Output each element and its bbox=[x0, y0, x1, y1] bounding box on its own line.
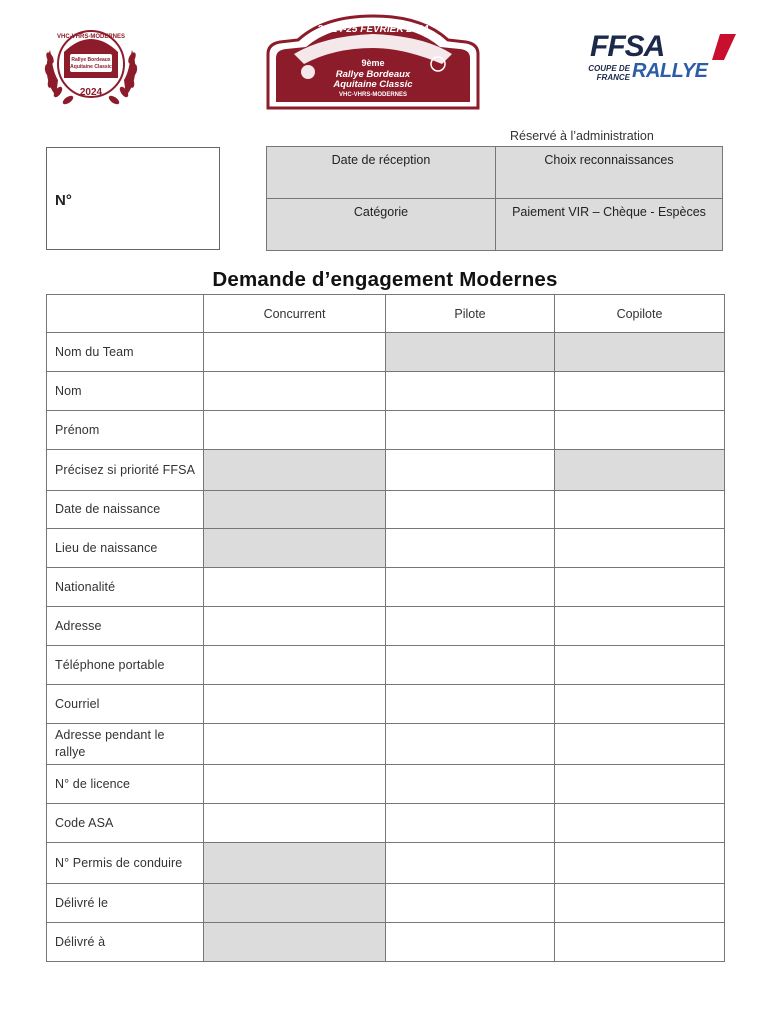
ffsa-word: FFSA bbox=[590, 30, 665, 63]
admin-table bbox=[266, 146, 723, 251]
concurrent-input-cell bbox=[204, 843, 386, 884]
pilote-input-cell[interactable] bbox=[386, 491, 555, 529]
ffsa-coupe-line2: FRANCE bbox=[596, 73, 630, 82]
emblem-top-text: VHC-VHRS-MODERNES bbox=[56, 34, 126, 40]
ffsa-rallye: RALLYE bbox=[632, 60, 708, 82]
concurrent-input-cell[interactable] bbox=[204, 607, 386, 646]
pilote-input-cell[interactable] bbox=[386, 923, 555, 962]
copilote-input-cell[interactable] bbox=[555, 884, 725, 923]
table-row bbox=[47, 765, 725, 804]
pilote-input-cell[interactable] bbox=[386, 372, 555, 411]
table-row bbox=[47, 491, 725, 529]
header-copilote: Copilote bbox=[555, 295, 725, 333]
pilote-input-cell[interactable] bbox=[386, 884, 555, 923]
table-row bbox=[47, 372, 725, 411]
pilote-input-cell[interactable] bbox=[386, 529, 555, 568]
concurrent-input-cell[interactable] bbox=[204, 372, 386, 411]
copilote-input-cell bbox=[555, 450, 725, 491]
table-row bbox=[47, 646, 725, 685]
rally-plate-icon bbox=[264, 14, 482, 112]
pilote-input-cell[interactable] bbox=[386, 843, 555, 884]
table-row bbox=[47, 923, 725, 962]
copilote-input-cell[interactable] bbox=[555, 804, 725, 843]
concurrent-input-cell[interactable] bbox=[204, 646, 386, 685]
copilote-input-cell[interactable] bbox=[555, 491, 725, 529]
form-title: Demande d’engagement Modernes bbox=[212, 268, 558, 291]
ffsa-logo-icon bbox=[584, 30, 740, 86]
concurrent-input-cell[interactable] bbox=[204, 765, 386, 804]
copilote-input-cell[interactable] bbox=[555, 568, 725, 607]
table-row bbox=[47, 685, 725, 724]
pilote-input-cell[interactable] bbox=[386, 724, 555, 765]
concurrent-input-cell[interactable] bbox=[204, 411, 386, 450]
header-concurrent: Concurrent bbox=[204, 295, 386, 333]
table-row bbox=[47, 411, 725, 450]
copilote-input-cell[interactable] bbox=[555, 607, 725, 646]
pilote-input-cell[interactable] bbox=[386, 804, 555, 843]
concurrent-input-cell[interactable] bbox=[204, 333, 386, 372]
row-label: N° de licence bbox=[47, 765, 204, 804]
pilote-input-cell[interactable] bbox=[386, 646, 555, 685]
ffsa-coupe-text bbox=[584, 64, 630, 82]
emblem-line1: Rallye Bordeaux bbox=[71, 57, 111, 63]
copilote-input-cell[interactable] bbox=[555, 646, 725, 685]
pilote-input-cell[interactable] bbox=[386, 685, 555, 724]
row-label: N° Permis de conduire bbox=[47, 843, 204, 884]
concurrent-input-cell bbox=[204, 491, 386, 529]
row-label: Délivré à bbox=[47, 923, 204, 962]
concurrent-input-cell bbox=[204, 923, 386, 962]
row-label: Adresse pendant le rallye bbox=[47, 724, 204, 765]
header-pilote: Pilote bbox=[386, 295, 555, 333]
emblem-year: 2024 bbox=[79, 87, 103, 98]
choix-reconnaissances-cell[interactable]: Choix reconnaissances bbox=[496, 147, 723, 199]
row-label: Prénom bbox=[47, 411, 204, 450]
row-label: Adresse bbox=[47, 607, 204, 646]
table-row bbox=[47, 804, 725, 843]
pilote-input-cell[interactable] bbox=[386, 568, 555, 607]
concurrent-input-cell[interactable] bbox=[204, 568, 386, 607]
table-row bbox=[47, 529, 725, 568]
plate-line2: Aquitaine Classic bbox=[333, 79, 413, 90]
table-body bbox=[47, 333, 725, 962]
copilote-input-cell[interactable] bbox=[555, 372, 725, 411]
copilote-input-cell[interactable] bbox=[555, 765, 725, 804]
plate-edition: 9ème bbox=[361, 58, 385, 68]
table-row bbox=[47, 333, 725, 372]
plate-line1: Rallye Bordeaux bbox=[335, 69, 411, 80]
numero-label: N° bbox=[55, 192, 72, 209]
pilote-input-cell bbox=[386, 333, 555, 372]
concurrent-input-cell[interactable] bbox=[204, 804, 386, 843]
plate-dates: 23-24-25 FEVRIER 2024 bbox=[317, 24, 429, 35]
row-label: Nom bbox=[47, 372, 204, 411]
table-header-row bbox=[47, 295, 725, 333]
categorie-cell[interactable]: Catégorie bbox=[267, 199, 496, 251]
copilote-input-cell[interactable] bbox=[555, 685, 725, 724]
paiement-cell[interactable]: Paiement VIR – Chèque - Espèces bbox=[496, 199, 723, 251]
row-label: Nationalité bbox=[47, 568, 204, 607]
row-label: Code ASA bbox=[47, 804, 204, 843]
ffsa-slash-icon bbox=[712, 34, 736, 60]
row-label: Nom du Team bbox=[47, 333, 204, 372]
copilote-input-cell[interactable] bbox=[555, 411, 725, 450]
pilote-input-cell[interactable] bbox=[386, 765, 555, 804]
pilote-input-cell[interactable] bbox=[386, 450, 555, 491]
row-label: Courriel bbox=[47, 685, 204, 724]
engagement-table bbox=[46, 294, 725, 962]
concurrent-input-cell[interactable] bbox=[204, 685, 386, 724]
table-row bbox=[47, 843, 725, 884]
copilote-input-cell[interactable] bbox=[555, 843, 725, 884]
plate-line3: VHC-VHRS-MODERNES bbox=[338, 92, 408, 98]
emblem-line2: Aquitaine Classic bbox=[70, 64, 112, 70]
concurrent-input-cell bbox=[204, 529, 386, 568]
concurrent-input-cell bbox=[204, 884, 386, 923]
table-row bbox=[47, 884, 725, 923]
table-row bbox=[47, 568, 725, 607]
pilote-input-cell[interactable] bbox=[386, 607, 555, 646]
row-label: Précisez si priorité FFSA bbox=[47, 450, 204, 491]
table-row bbox=[47, 450, 725, 491]
table-row bbox=[47, 724, 725, 765]
concurrent-input-cell bbox=[204, 450, 386, 491]
date-reception-cell[interactable]: Date de réception bbox=[267, 147, 496, 199]
row-label: Téléphone portable bbox=[47, 646, 204, 685]
numero-field[interactable] bbox=[46, 147, 220, 250]
table-row bbox=[47, 607, 725, 646]
reserved-admin-label: Réservé à l’administration bbox=[510, 129, 654, 143]
copilote-input-cell bbox=[555, 333, 725, 372]
row-label: Délivré le bbox=[47, 884, 204, 923]
concurrent-input-cell[interactable] bbox=[204, 724, 386, 765]
row-label: Lieu de naissance bbox=[47, 529, 204, 568]
header-blank-cell bbox=[47, 295, 204, 333]
copilote-input-cell[interactable] bbox=[555, 529, 725, 568]
copilote-input-cell[interactable] bbox=[555, 923, 725, 962]
pilote-input-cell[interactable] bbox=[386, 411, 555, 450]
copilote-input-cell[interactable] bbox=[555, 724, 725, 765]
rallye-wreath-emblem-icon bbox=[38, 18, 144, 116]
row-label: Date de naissance bbox=[47, 491, 204, 529]
ffsa-coupe-line1: COUPE DE bbox=[588, 64, 630, 73]
